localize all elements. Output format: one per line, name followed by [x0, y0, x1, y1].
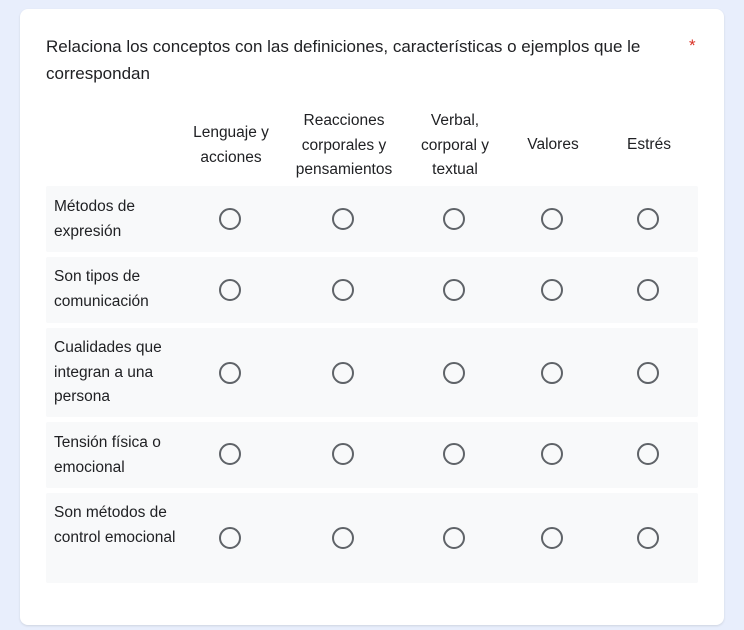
radio-button[interactable] — [219, 362, 241, 384]
radio-button[interactable] — [219, 443, 241, 465]
radio-button[interactable] — [637, 208, 659, 230]
radio-button[interactable] — [541, 208, 563, 230]
row-label: Cualidades que integran a una persona — [54, 339, 162, 405]
row-label: Métodos de expresión — [54, 198, 135, 240]
radio-button[interactable] — [443, 362, 465, 384]
row-label: Son tipos de comunicación — [54, 268, 149, 310]
radio-button[interactable] — [332, 362, 354, 384]
grid-row-control-emocional — [46, 493, 698, 583]
row-label: Son métodos de control emocional — [54, 504, 176, 546]
radio-button[interactable] — [443, 279, 465, 301]
radio-button[interactable] — [637, 527, 659, 549]
radio-button[interactable] — [332, 279, 354, 301]
column-header-estres: Estrés — [627, 136, 671, 153]
radio-button[interactable] — [219, 208, 241, 230]
radio-button[interactable] — [541, 279, 563, 301]
grid-row-tension — [46, 422, 698, 488]
row-label: Tensión física o emocional — [54, 434, 161, 476]
radio-button[interactable] — [541, 527, 563, 549]
grid-row-metodos-expresion — [46, 186, 698, 252]
column-header-valores: Valores — [527, 136, 579, 153]
radio-button[interactable] — [219, 279, 241, 301]
radio-button[interactable] — [332, 443, 354, 465]
radio-button[interactable] — [332, 208, 354, 230]
radio-button[interactable] — [443, 208, 465, 230]
column-header-reacciones: Reacciones corporales y pensamientos — [295, 112, 393, 178]
radio-button[interactable] — [541, 443, 563, 465]
grid-row-cualidades — [46, 328, 698, 417]
radio-button[interactable] — [541, 362, 563, 384]
radio-button[interactable] — [637, 362, 659, 384]
radio-button[interactable] — [443, 443, 465, 465]
grid-row-tipos-comunicacion — [46, 257, 698, 323]
question-title: Relaciona los conceptos con las definiciones, características o ejemplos que le correspondan — [46, 37, 641, 83]
radio-button[interactable] — [637, 279, 659, 301]
column-header-lenguaje: Lenguaje y acciones — [193, 124, 269, 166]
required-asterisk: * — [689, 36, 696, 55]
radio-button[interactable] — [443, 527, 465, 549]
question-card — [20, 9, 724, 625]
radio-button[interactable] — [332, 527, 354, 549]
column-header-verbal: Verbal, corporal y textual — [420, 112, 490, 178]
radio-button[interactable] — [637, 443, 659, 465]
radio-button[interactable] — [219, 527, 241, 549]
